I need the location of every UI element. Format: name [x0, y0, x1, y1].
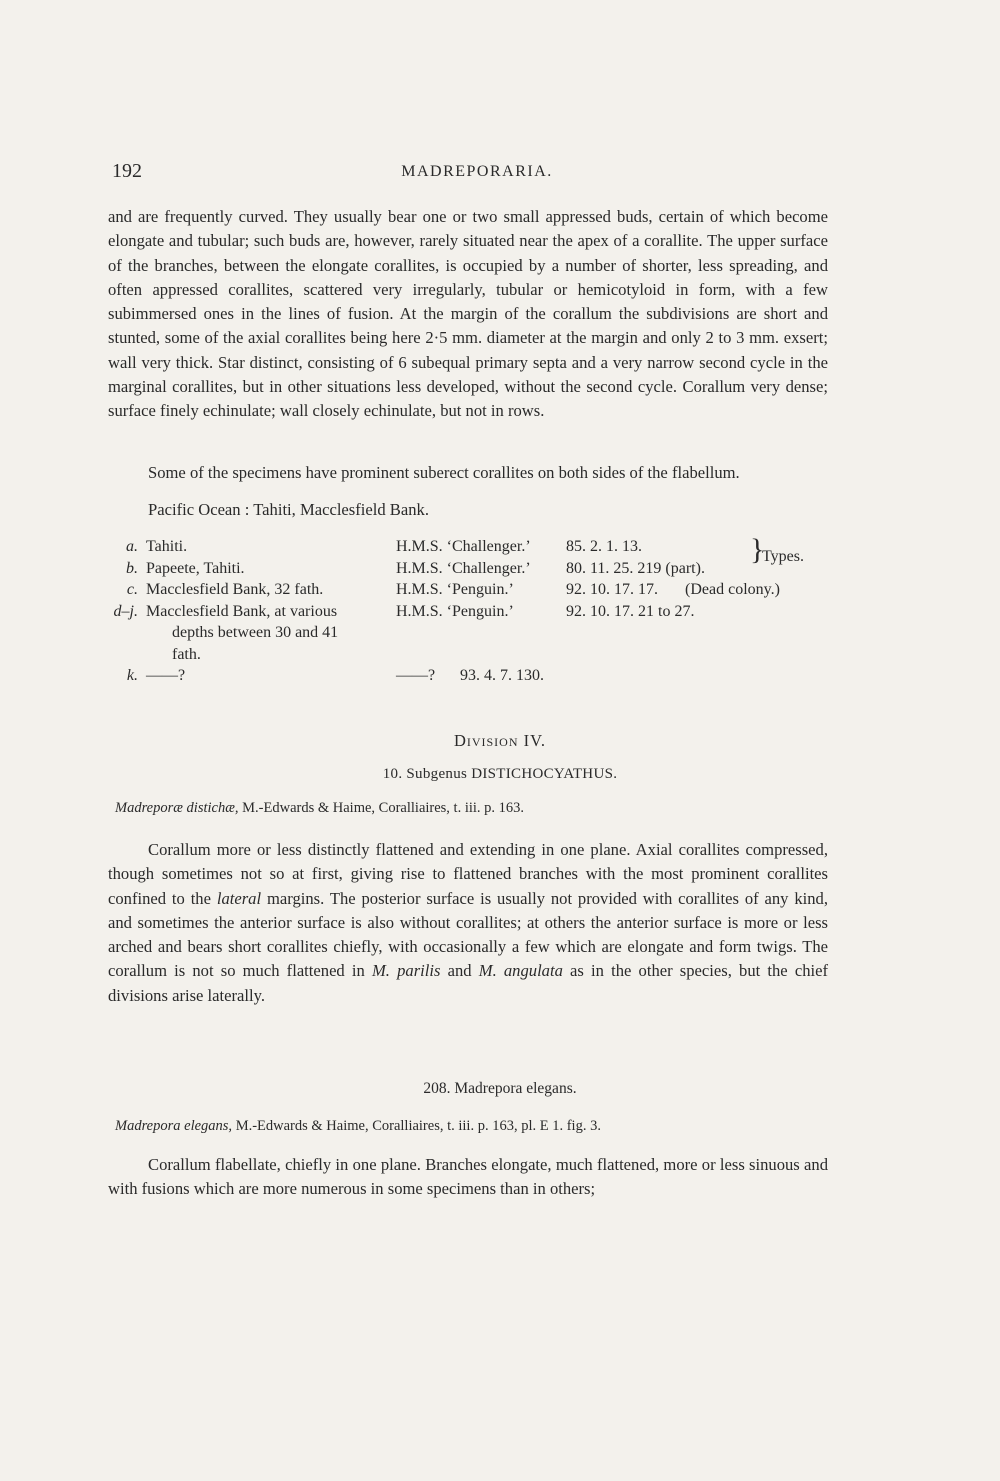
- specimen-place: fath.: [172, 645, 201, 663]
- specimen-list: [108, 533, 828, 687]
- specimen-row: [108, 622, 828, 644]
- specimen-note: (Dead colony.): [685, 581, 780, 598]
- types-label: Types.: [762, 548, 804, 565]
- species-description: [108, 1153, 828, 1202]
- specimen-place: ——?: [146, 667, 186, 684]
- specimen-source: H.M.S. ‘Penguin.’: [396, 581, 514, 598]
- division-heading: Division IV.: [453, 731, 547, 750]
- citation-name: Madrepora elegans,: [115, 1118, 233, 1134]
- continuation-paragraph: [108, 205, 828, 424]
- specimen-source: H.M.S. ‘Challenger.’: [396, 559, 531, 577]
- species-name: M. angulata: [478, 961, 563, 981]
- page-header: [112, 160, 842, 184]
- specimen-source: H.M.S. ‘Penguin.’: [396, 602, 514, 620]
- specimen-place: Papeete, Tahiti.: [146, 559, 245, 577]
- subgenus-citation: [115, 800, 524, 817]
- paragraph-text: [108, 838, 828, 1008]
- types-brace: }: [750, 533, 765, 566]
- specimen-row: [108, 644, 828, 666]
- running-head: MADREPORARIA.: [401, 163, 553, 180]
- citation-reference: M.-Edwards & Haime, Coralliaires, t. iii. p. 163.: [238, 800, 525, 816]
- specimen-row: [108, 533, 828, 566]
- specimen-row: [108, 601, 828, 623]
- specimen-row: [108, 665, 828, 687]
- locality-text: Pacific Ocean : Tahiti, Macclesfield Bank.: [148, 500, 429, 519]
- species-name: M. parilis: [371, 961, 441, 981]
- text-run-italic: lateral: [216, 888, 262, 908]
- text-run: margins. The posterior surface is usually not provided with corallites of any kind, and sometimes the anterior surface is also without corallites; at others the anterior surface is more or less arched and bears short corallites chiefly, with occasionally a few which are elongate and form twigs. The corallum is not so much flattened in: [108, 888, 828, 981]
- text-run: as in the other species, but the chief divisions arise laterally.: [108, 961, 828, 1005]
- paragraph-text: and are frequently curved. They usually bear one or two small appressed buds, certain of which become elongate and tubular; such buds are, however, rarely situated near the apex of a corallite. The upper surface of the branches, between the elongate corallites, is occupied by a number of shorter, less spreading, and often appressed corallites, scattered very irregularly, tubular or hemicotyloid in form, with a few subimmersed ones in the lines of fusion. At the margin of the corallum the subdivisions are short and stunted, some of the axial corallites being here 2·5 mm. diameter at the margin and only 2 to 3 mm. exsert; wall very thick. Star distinct, consisting of 6 subequal primary septa and a very narrow second cycle in the marginal corallites, but in other situations less developed, without the second cycle. Corallum very dense; surface finely echinulate; wall closely echinulate, but not in rows.: [108, 207, 828, 421]
- specimen-register: 92. 10. 17. 17.: [566, 581, 658, 598]
- specimen-letter: a.: [126, 538, 138, 555]
- specimen-register: 93. 4. 7. 130.: [460, 667, 544, 684]
- specimen-place: Macclesfield Bank, 32 fath.: [146, 581, 324, 598]
- specimen-row: [108, 579, 828, 601]
- specimen-source: H.M.S. ‘Challenger.’: [396, 538, 531, 555]
- citation-name: Madreporæ distichæ,: [115, 800, 239, 816]
- text-run: and: [440, 961, 479, 981]
- specimen-letter: k.: [126, 667, 138, 684]
- specimen-place: depths between 30 and 41: [172, 624, 339, 641]
- subgenus-heading: 10. Subgenus DISTICHOCYATHUS.: [382, 766, 618, 782]
- page-number: 192: [112, 160, 142, 182]
- specimen-place: Tahiti.: [146, 538, 188, 555]
- specimen-row: [108, 558, 828, 580]
- text-run: Corallum more or less distinctly flattened and extending in one plane. Axial corallites compressed, though sometimes not so at first, giving rise to flattened branches with the most prominent corallites confined to the: [108, 840, 828, 908]
- specimen-source: ——?: [396, 667, 436, 684]
- specimen-letter: d–j.: [113, 602, 138, 620]
- citation-reference: M.-Edwards & Haime, Coralliaires, t. iii. p. 163, pl. E 1. fig. 3.: [232, 1118, 601, 1134]
- specimen-register: 85. 2. 1. 13.: [566, 538, 642, 555]
- paragraph-text: Corallum flabellate, chiefly in one plane. Branches elongate, much flattened, more or less sinuous and with fusions which are more numerous in some specimens than in others;: [108, 1155, 828, 1199]
- specimen-letter: c.: [126, 581, 138, 598]
- specimen-letter: b.: [126, 559, 138, 577]
- species-citation: [115, 1118, 601, 1135]
- locality-line: [108, 498, 828, 522]
- specimen-place: Macclesfield Bank, at various: [146, 602, 338, 620]
- specimens-note-paragraph: [108, 461, 828, 485]
- paragraph-text: Some of the specimens have prominent suberect corallites on both sides of the flabellum.: [148, 463, 740, 482]
- species-heading: 208. Madrepora elegans.: [423, 1080, 577, 1097]
- subgenus-description: [108, 838, 828, 1008]
- specimen-register: 80. 11. 25. 219 (part).: [566, 559, 705, 577]
- specimen-register: 92. 10. 17. 21 to 27.: [566, 602, 695, 620]
